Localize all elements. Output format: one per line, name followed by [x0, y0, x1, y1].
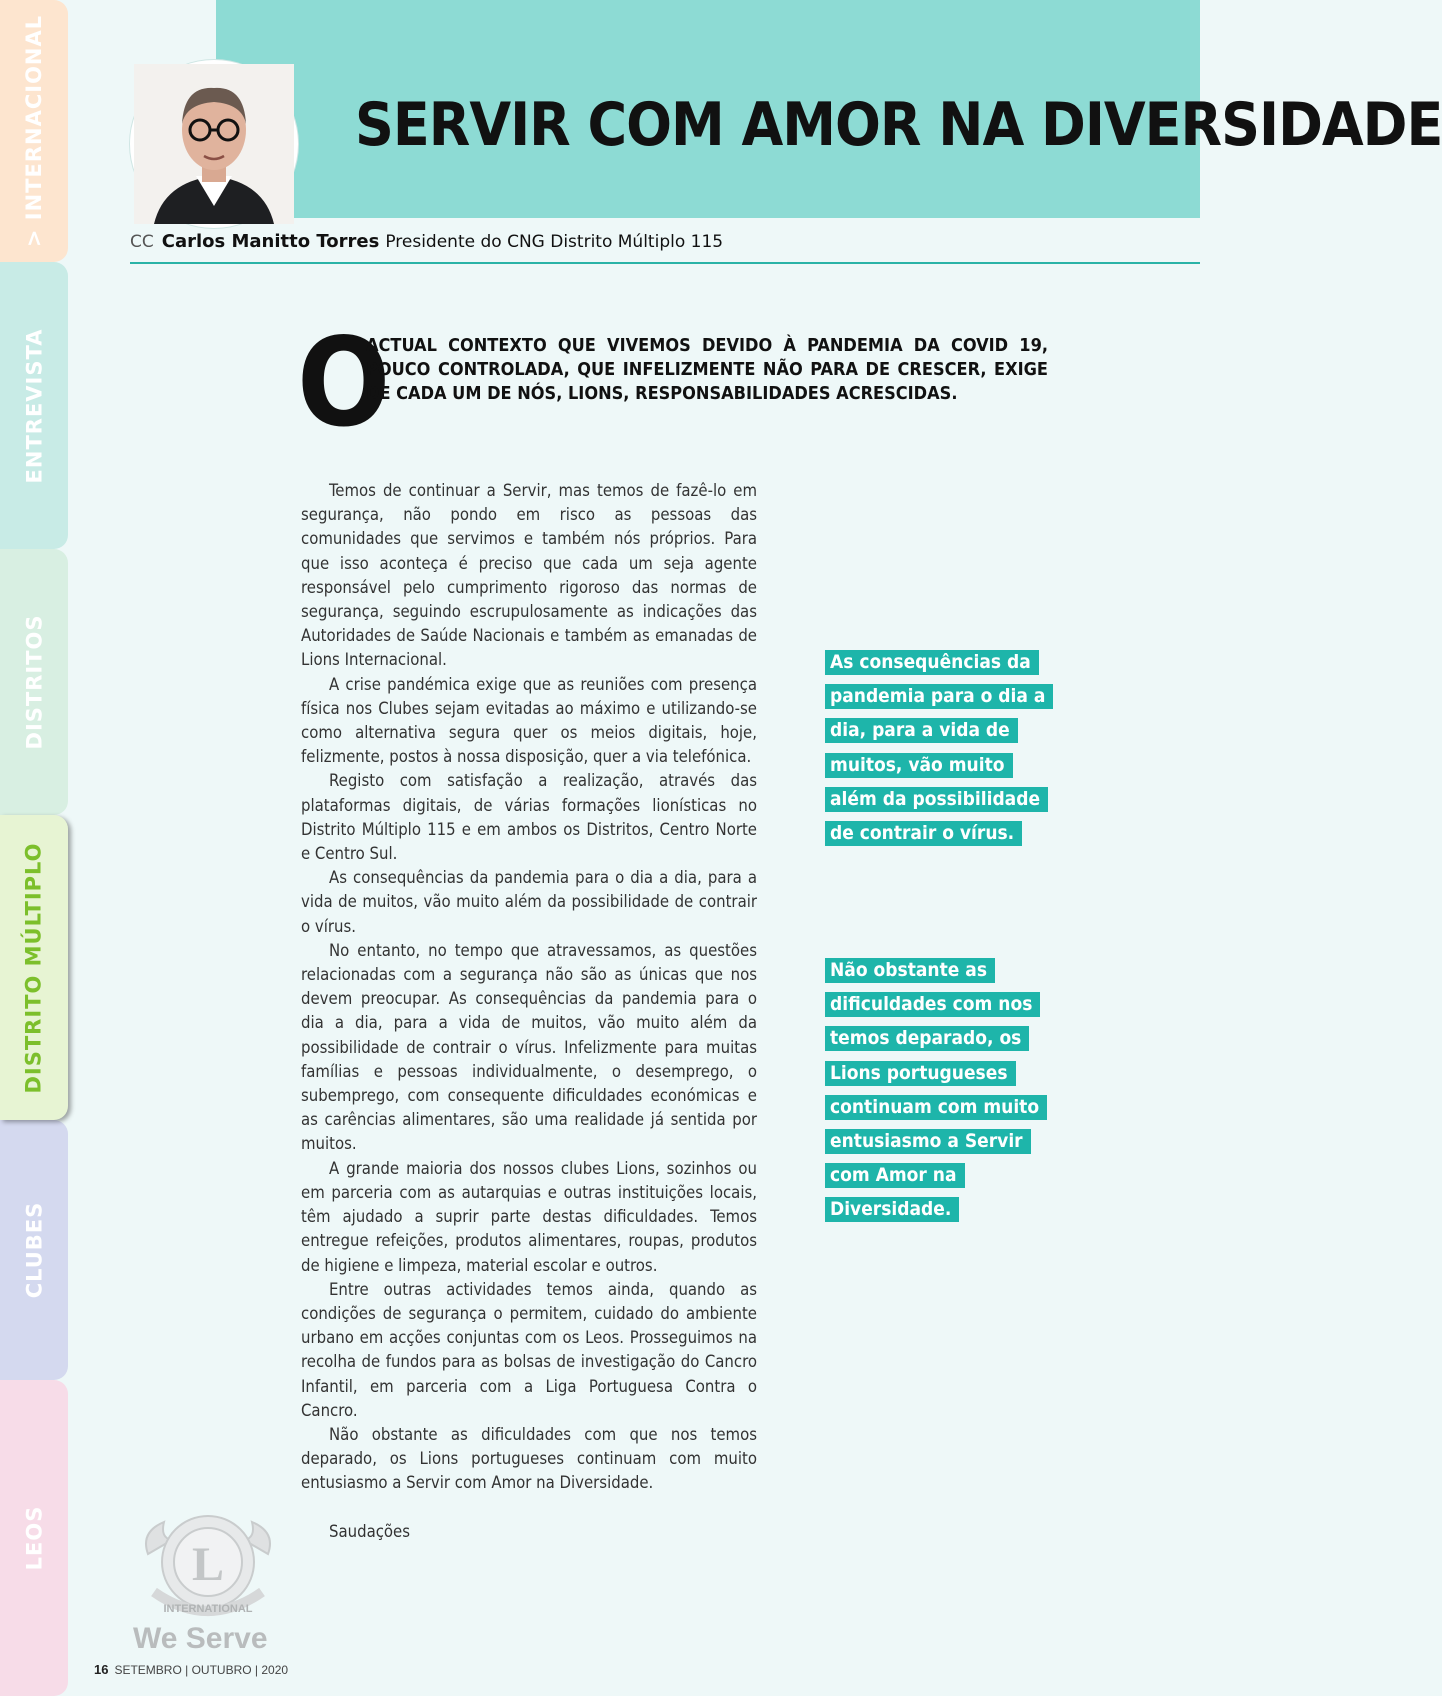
header-rule — [130, 262, 1200, 264]
author-role: Presidente do CNG Distrito Múltiplo 115 — [385, 232, 724, 252]
lede-text: ACTUAL CONTEXTO QUE VIVEMOS DEVIDO À PANDEMIA DA COVID 19, POUCO CONTROLADA, QUE INFELIZMENTE NÃO PARA DE CRESCER, EXIGE DE CADA UM DE NÓS, LIONS, RESPONSABILIDADES ACRESCIDAS. — [366, 335, 1048, 404]
tab-label: DISTRITO MÚLTIPLO — [22, 841, 47, 1094]
tab-label: ENTREVISTA — [22, 328, 46, 483]
pull-quote-1 — [825, 645, 1055, 850]
author-portrait — [130, 60, 298, 228]
section-tabs — [0, 0, 70, 1696]
tab-internacional[interactable] — [0, 0, 68, 262]
tab-label: LEOS — [21, 1505, 46, 1571]
body-paragraph: Temos de continuar a Servir, mas temos de fazê-lo em segurança, não pondo em risco as pessoas das comunidades que servimos e também nós próprios. Para que isso aconteça é preciso que cada um seja agente responsável pelo cumprimento rigoroso das normas de segurança, seguindo escrupulosamente as indicações das Autoridades de Saúde Nacionais e também as emanadas de Lions Internacional. — [301, 481, 757, 670]
byline — [130, 231, 723, 252]
pull-quote-text: Não obstante as dificuldades com nos temos deparado, os Lions portugueses continuam com muito entusiasmo a Servir com Amor na Diversidade. — [825, 958, 1047, 1222]
tab-label: CLUBES — [22, 1201, 47, 1299]
body-paragraph: As consequências da pandemia para o dia a dia, para a vida de muitos, vão muito além da possibilidade de contrair o vírus. — [301, 868, 757, 936]
drop-cap: O — [297, 312, 391, 454]
lions-logo — [130, 1510, 286, 1628]
body-paragraph: Não obstante as dificuldades com que nos temos deparado, os Lions portugueses continuam com muito entusiasmo a Servir com Amor na Diversidade. — [301, 1424, 757, 1493]
pull-quote-2 — [825, 953, 1055, 1227]
body-paragraph: A crise pandémica exige que as reuniões com presença física nos Clubes sejam evitadas ao máximo e utilizando-se como alternativa segura quer os meios digitais, hoje, felizmente, postos à nossa disposição, quer a via telefónica. — [301, 674, 757, 767]
tab-distrito-multiplo[interactable] — [0, 815, 68, 1120]
body-paragraph: Entre outras actividades temos ainda, quando as condições de segurança o permitem, cuidado do ambiente urbano em acções conjuntas com os Leos. Prosseguimos na recolha de fundos para as bolsas de investigação do Cancro Infantil, em parceria com a Liga Portuguesa Contra o Cancro. — [301, 1279, 757, 1420]
tab-leos[interactable] — [0, 1380, 68, 1696]
page-title: SERVIR COM AMOR NA DIVERSIDADE — [355, 90, 1442, 160]
body-paragraph: Registo com satisfação a realização, através das plataformas digitais, de várias formações lionísticas no Distrito Múltiplo 115 e em ambos os Distritos, Centro Norte e Centro Sul. — [301, 771, 757, 864]
greeting: Saudações — [329, 1521, 411, 1541]
tab-entrevista[interactable] — [0, 262, 68, 549]
slogan: We Serve — [133, 1622, 268, 1655]
page-number: 16 — [94, 1662, 109, 1677]
tab-distritos[interactable] — [0, 549, 68, 815]
article-body — [301, 479, 757, 1544]
issue-date: SETEMBRO | OUTUBRO | 2020 — [114, 1663, 289, 1677]
logo-text: INTERNATIONAL — [163, 1603, 253, 1615]
tab-label: DISTRITOS — [22, 614, 47, 750]
pull-quote-text: As consequências da pandemia para o dia a dia, para a vida de muitos, vão muito além da possibilidade de contrair o vírus. — [825, 650, 1053, 846]
author-name: Carlos Manitto Torres — [161, 231, 380, 252]
logo-letter: L — [191, 1538, 225, 1591]
folio — [94, 1662, 288, 1677]
tab-clubes[interactable] — [0, 1120, 68, 1380]
tab-label: > INTERNACIONAL — [22, 14, 46, 248]
body-paragraph: A grande maioria dos nossos clubes Lions, sozinhos ou em parceria com as autarquias e outras instituições locais, têm ajudado a suprir parte destas dificuldades. Temos entregue refeições, produtos alimentares, roupas, produtos de higiene e limpeza, material escolar e outros. — [301, 1158, 757, 1275]
body-paragraph: No entanto, no tempo que atravessamos, as questões relacionadas com a segurança não são as únicas que nos devem preocupar. As consequências da pandemia para o dia a dia, para a vida de muitos, vão muito além da possibilidade de contrair o vírus. Infelizmente para muitas famílias e pessoas individualmente, o desemprego, o subemprego, com consequente dificuldades económicas e as carências alimentares, são uma realidade já sentida por muitos. — [301, 940, 757, 1154]
byline-prefix: CC — [130, 232, 154, 252]
